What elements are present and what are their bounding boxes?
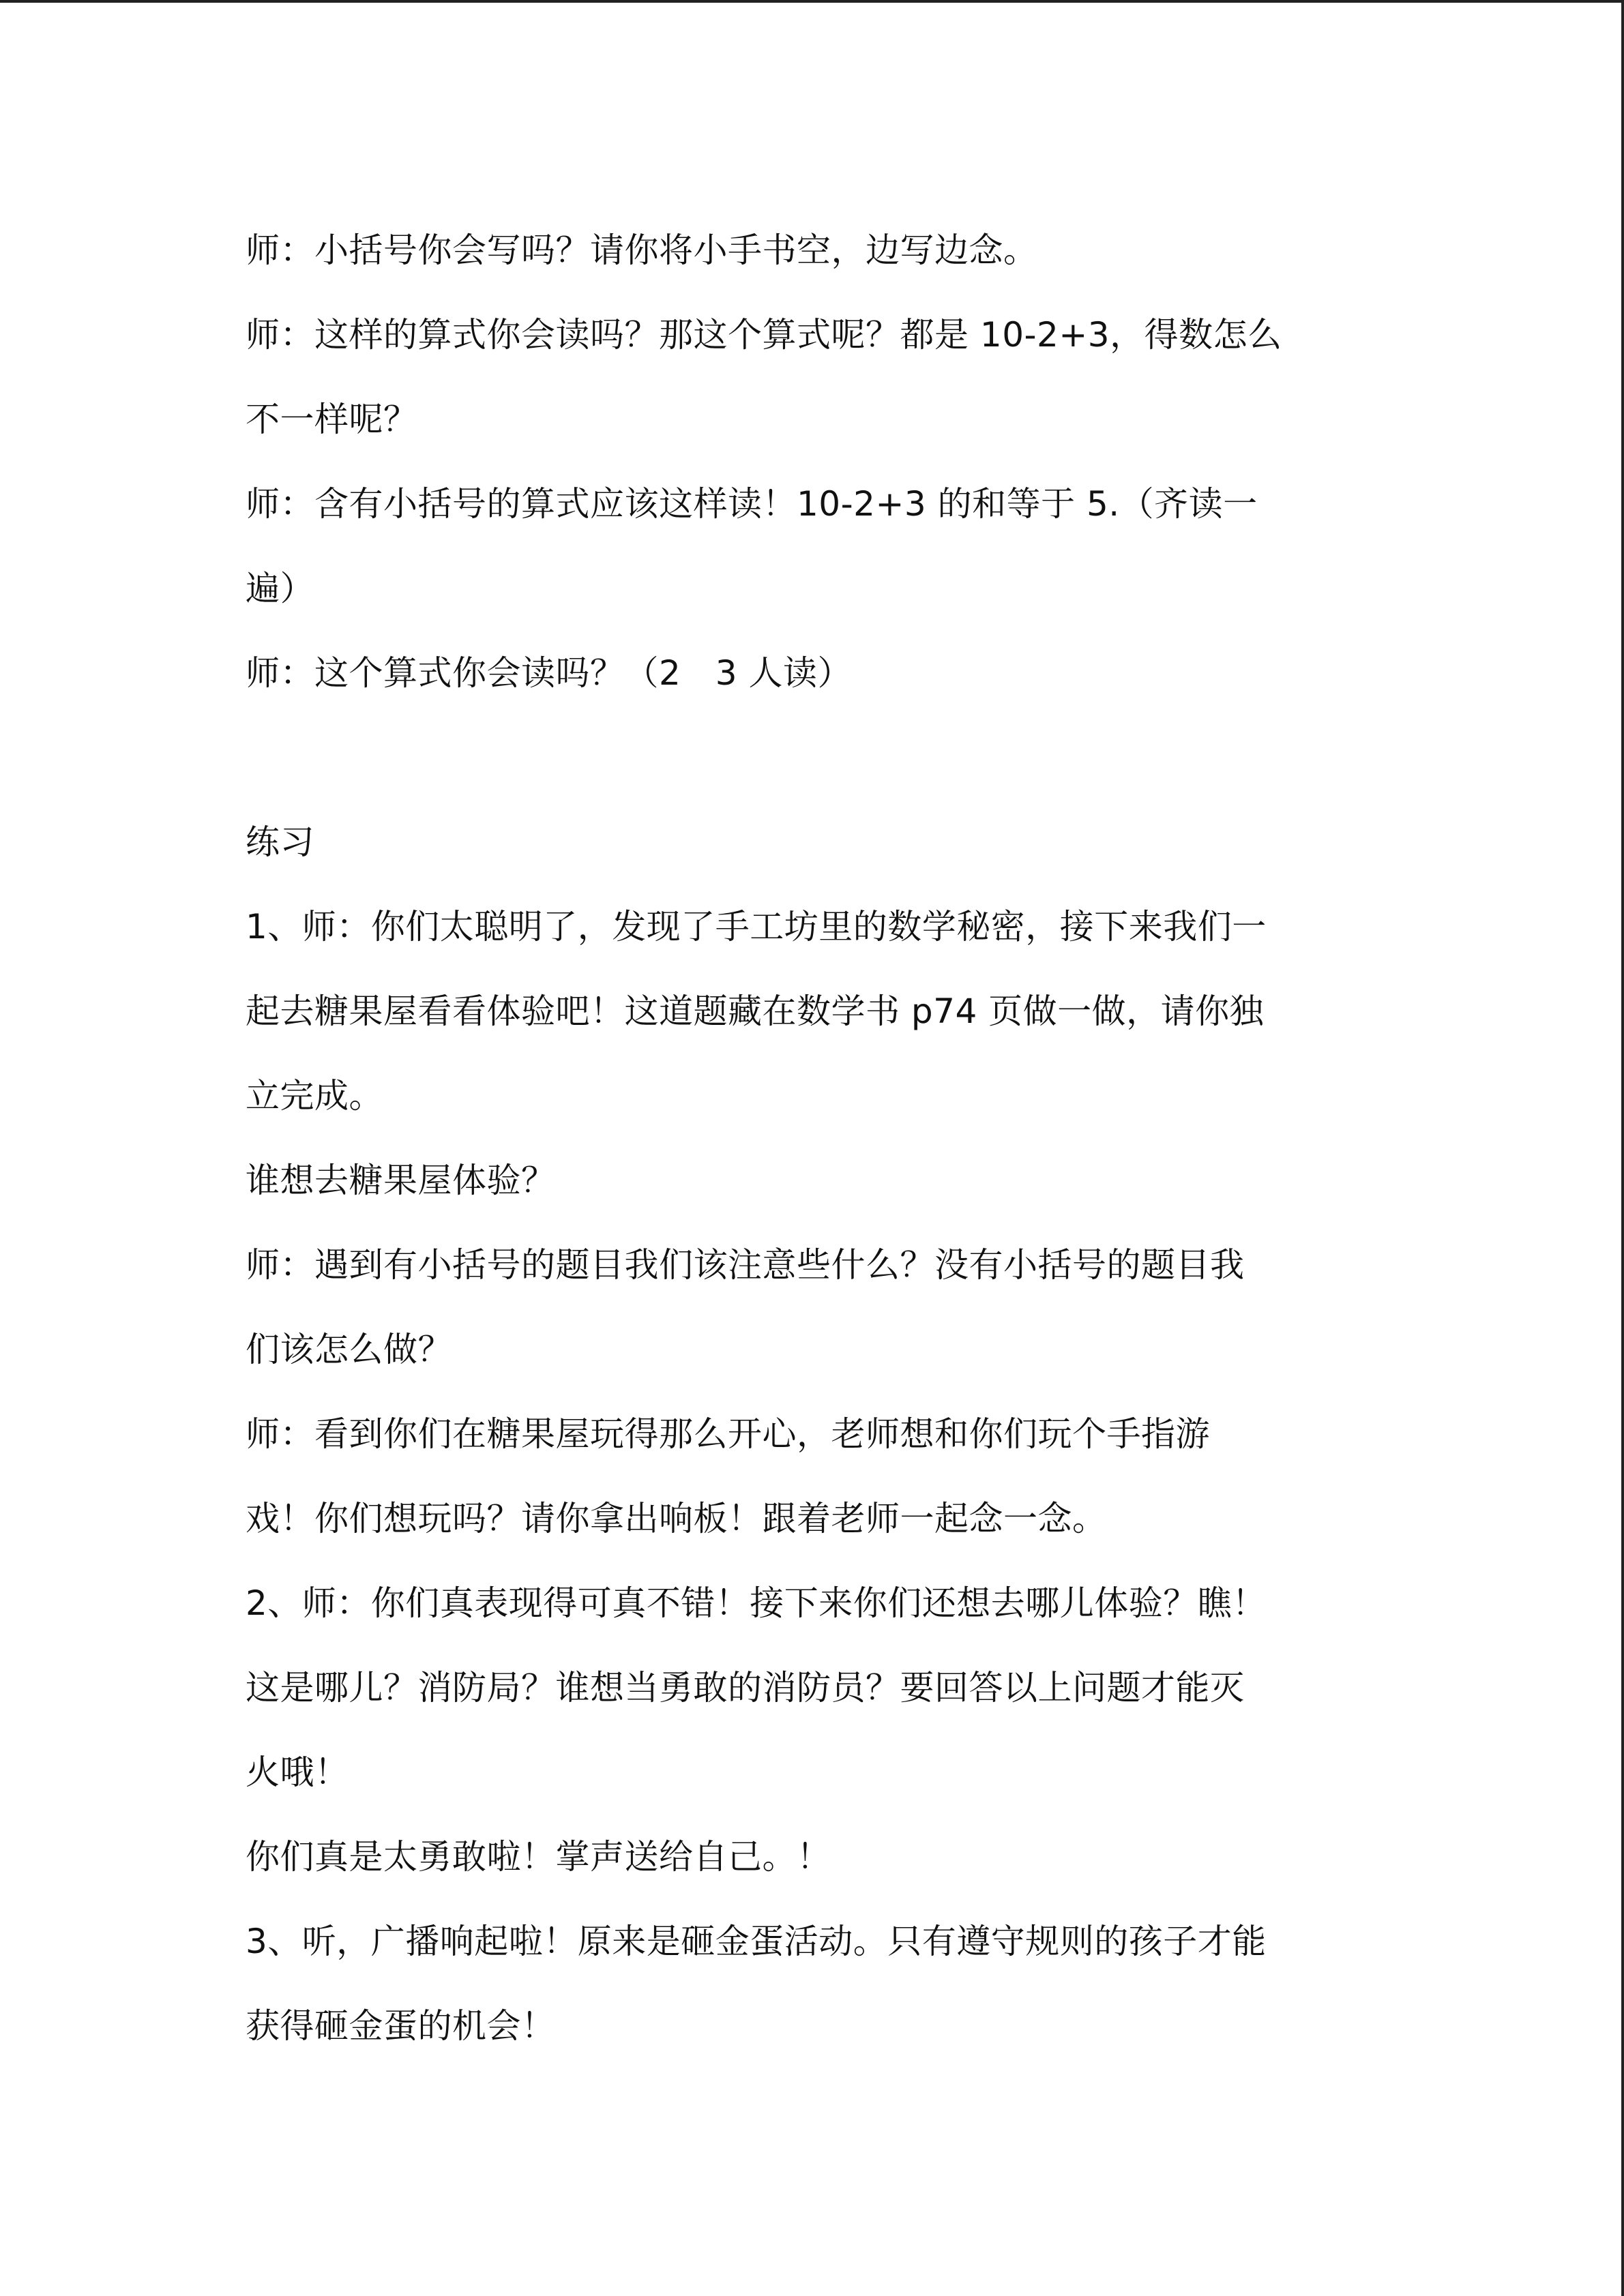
text-line: 这是哪儿？消防局？谁想当勇敢的消防员？要回答以上问题才能灭: [246, 1668, 1245, 1708]
page-top-border: [0, 0, 1624, 3]
text-line: 师：这个算式你会读吗？（2 3 人读）: [246, 653, 853, 693]
text-line: 你们真是太勇敢啦！掌声送给自己。！: [246, 1837, 831, 1877]
text-line: 师：小括号你会写吗？请你将小手书空，边写边念。: [246, 230, 1038, 270]
section-heading: 练习: [246, 822, 314, 862]
text-line: 谁想去糖果屋体验？: [246, 1161, 556, 1200]
text-line: 师：看到你们在糖果屋玩得那么开心，老师想和你们玩个手指游: [246, 1414, 1210, 1454]
text-line: 遍）: [246, 569, 314, 608]
document-body: [246, 208, 1378, 2068]
text-line: 戏！你们想玩吗？请你拿出响板！跟着老师一起念一念。: [246, 1499, 1107, 1538]
text-line: 立完成。: [246, 1076, 383, 1116]
text-line: 获得砸金蛋的机会！: [246, 2006, 556, 2046]
text-line: 火哦！: [246, 1753, 349, 1792]
text-line: 3、听，广播响起啦！原来是砸金蛋活动。只有遵守规则的孩子才能: [246, 1922, 1267, 1961]
text-line: 师：含有小括号的算式应该这样读！10-2+3 的和等于 5.（齐读一: [246, 484, 1258, 524]
page-right-border: [1621, 0, 1624, 2296]
text-line: 师：这样的算式你会读吗？那这个算式呢？都是 10-2+3，得数怎么: [246, 315, 1282, 355]
text-line: 不一样呢？: [246, 400, 418, 439]
text-line: 们该怎么做？: [246, 1330, 452, 1369]
text-line: 2、师：你们真表现得可真不错！接下来你们还想去哪儿体验？瞧！: [246, 1583, 1267, 1623]
paragraph-gap: [246, 715, 1378, 800]
text-line: 起去糖果屋看看体验吧！这道题藏在数学书 p74 页做一做，请你独: [246, 992, 1265, 1031]
text-line: 师：遇到有小括号的题目我们该注意些什么？没有小括号的题目我: [246, 1245, 1245, 1285]
text-line: 1、师：你们太聪明了，发现了手工坊里的数学秘密，接下来我们一: [246, 907, 1267, 946]
